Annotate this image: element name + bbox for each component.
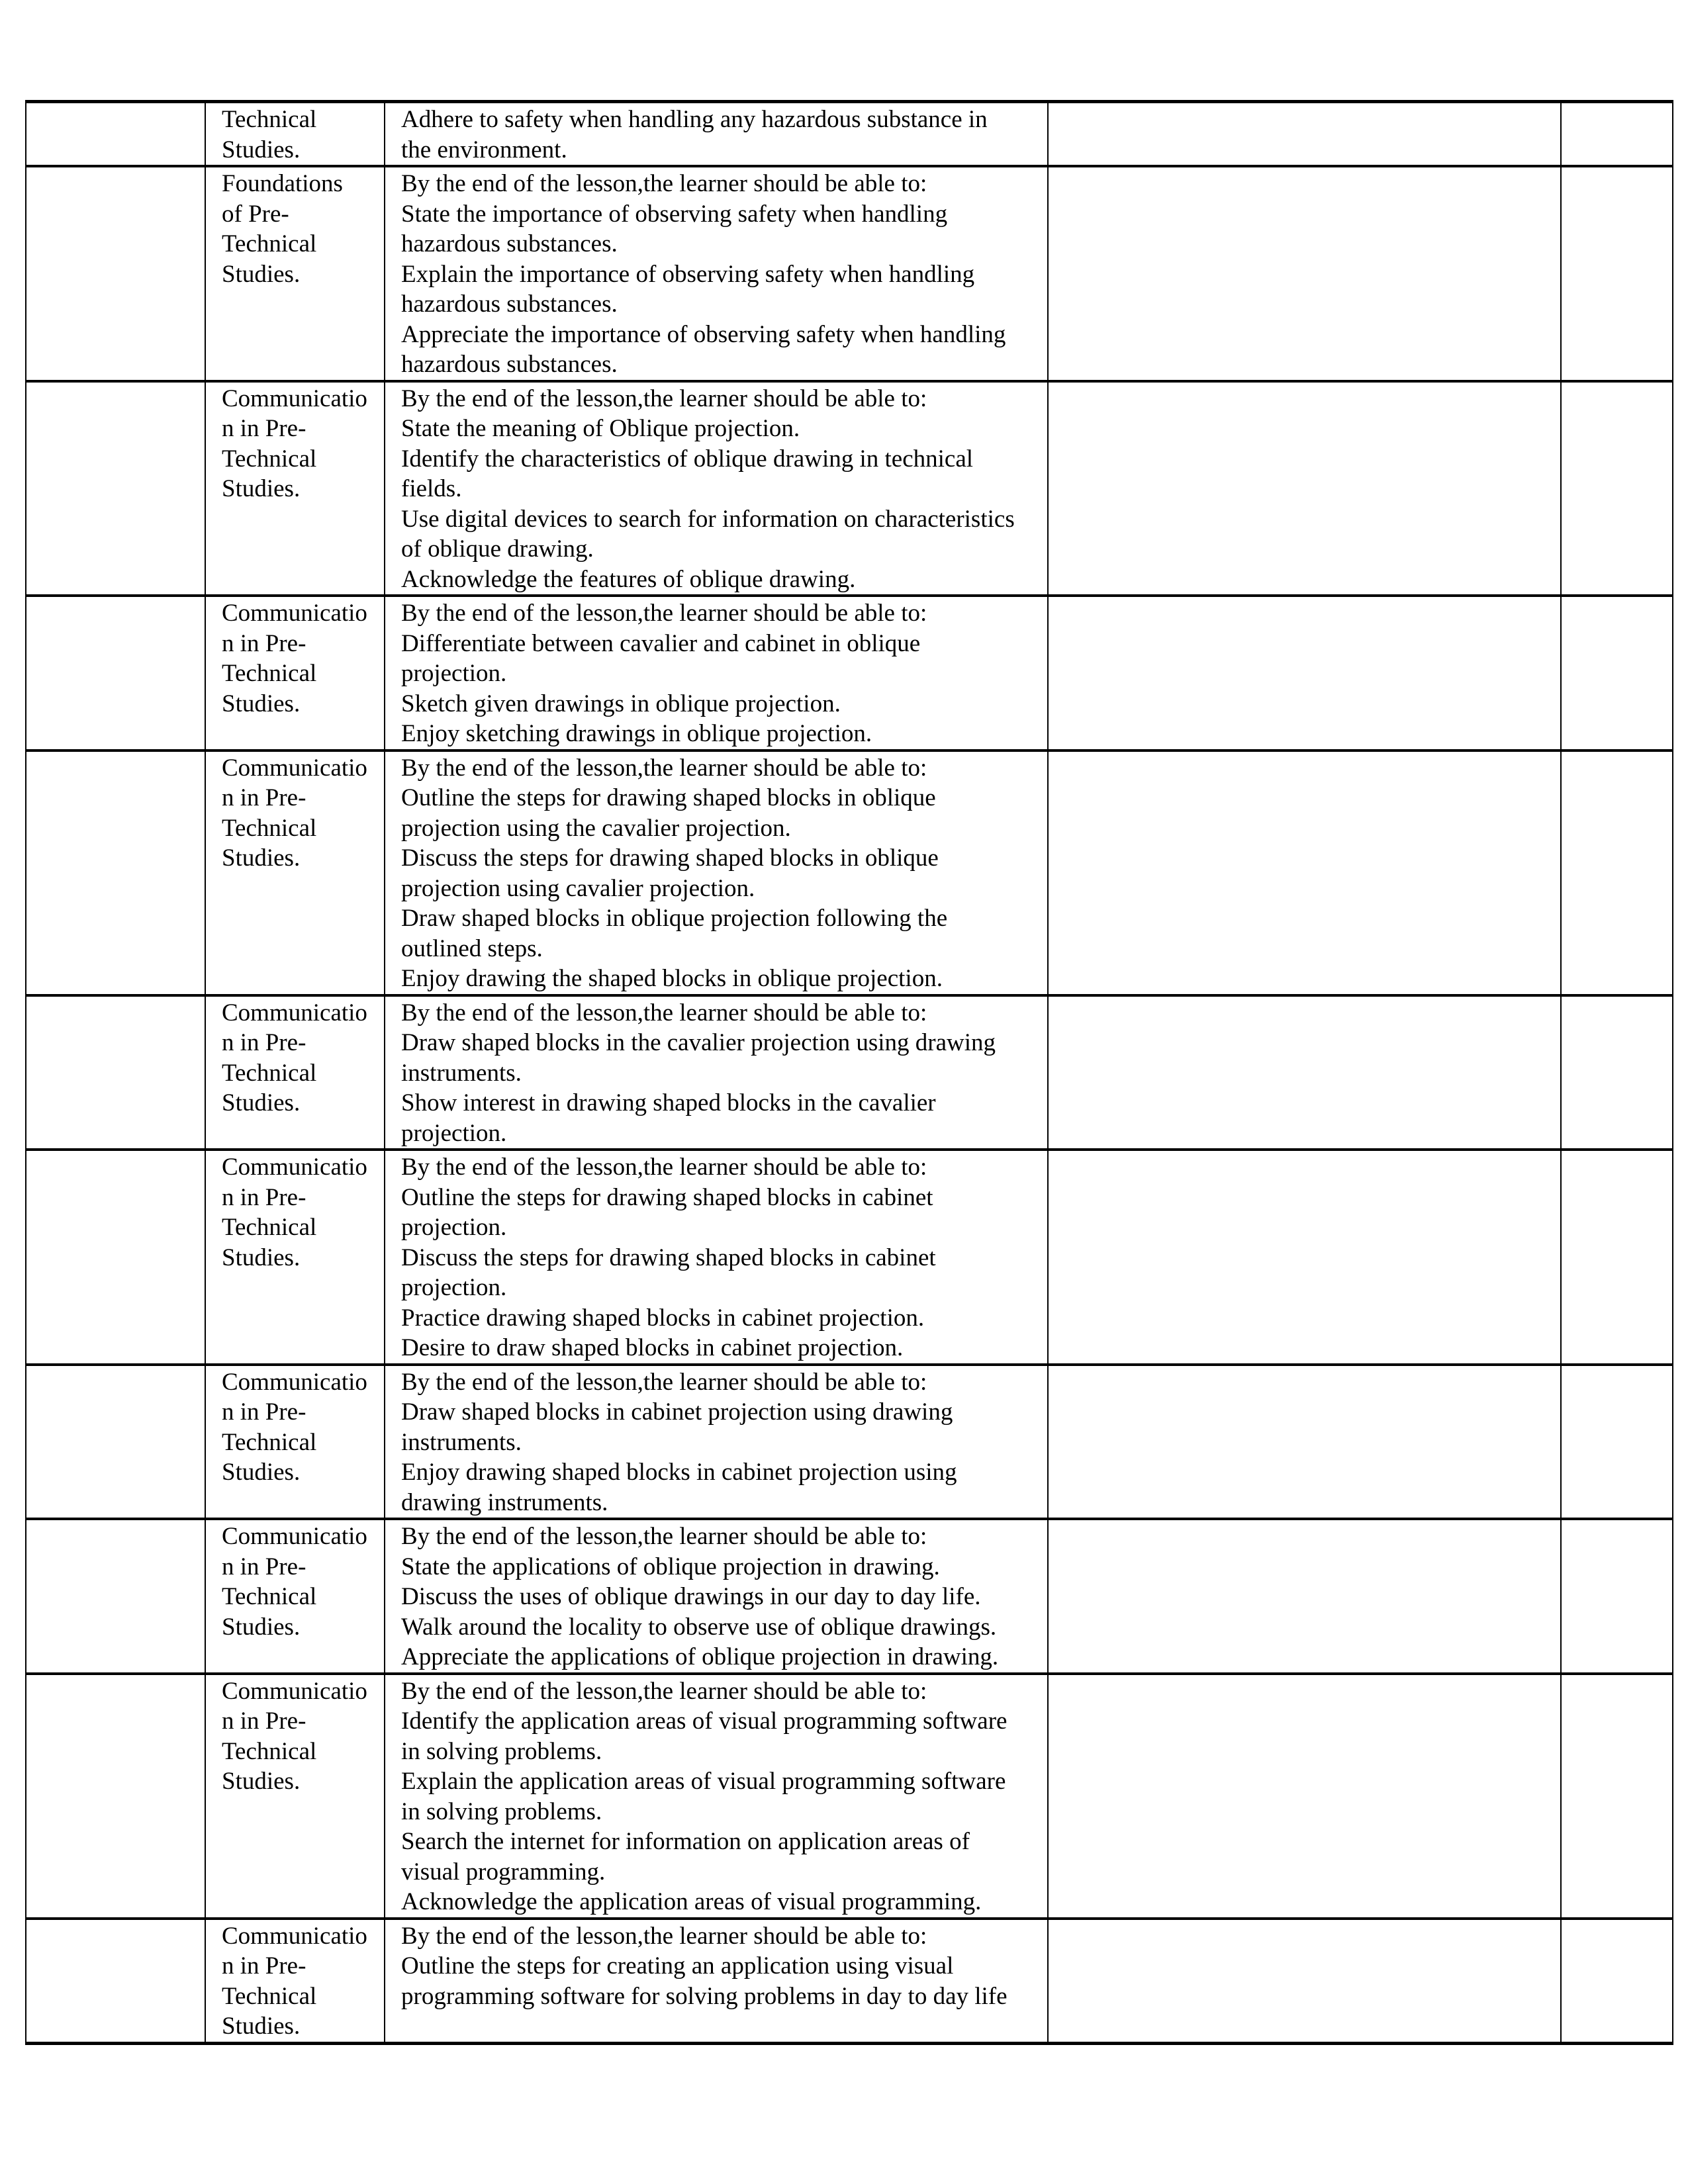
strand-cell [205, 1919, 385, 2044]
objective-paragraph: Discuss the steps for drawing shaped blocks in oblique projection using cavalier projection. [401, 844, 939, 902]
objective-paragraph: By the end of the lesson,the learner should be able to: [401, 1677, 927, 1705]
objectives-cell [385, 1519, 1048, 1674]
empty-cell-left [26, 166, 205, 381]
strand-line: n in Pre- [222, 629, 306, 657]
empty-cell-wide [1048, 1674, 1561, 1919]
strand-line: n in Pre- [222, 1398, 306, 1426]
objective-paragraph: By the end of the lesson,the learner should be able to: [401, 170, 927, 197]
objective-paragraph: Use digital devices to search for information on characteristics of oblique drawing. [401, 505, 1015, 563]
empty-cell-narrow [1561, 596, 1673, 751]
strand-line: n in Pre- [222, 1707, 306, 1735]
objective-paragraph: Adhere to safety when handling any hazardous substance in the environment. [401, 106, 988, 163]
strand-line: n in Pre- [222, 415, 306, 442]
empty-cell-left [26, 596, 205, 751]
strand-line: Technical [222, 1428, 317, 1456]
objectives-cell [385, 751, 1048, 995]
objective-paragraph: Show interest in drawing shaped blocks in the cavalier projection. [401, 1089, 936, 1147]
strand-line: Technical [222, 445, 317, 473]
strand-line: Technical [222, 1982, 317, 2010]
strand-line: Technical [222, 1214, 317, 1241]
strand-line: Studies. [222, 1768, 301, 1795]
empty-cell-wide [1048, 1519, 1561, 1674]
strand-line: Communicatio [222, 999, 367, 1026]
strand-cell [205, 995, 385, 1150]
strand-line: Technical [222, 230, 317, 257]
strand-line: Technical [222, 1737, 317, 1765]
objective-paragraph: Outline the steps for drawing shaped blocks in cabinet projection. [401, 1183, 933, 1241]
objective-paragraph: By the end of the lesson,the learner should be able to: [401, 999, 927, 1026]
empty-cell-narrow [1561, 1674, 1673, 1919]
strand-line: Communicatio [222, 1368, 367, 1396]
objective-paragraph: Discuss the uses of oblique drawings in our day to day life. [401, 1583, 981, 1610]
objective-paragraph: Acknowledge the features of oblique drawing. [401, 565, 856, 593]
objective-paragraph: By the end of the lesson,the learner should be able to: [401, 1922, 927, 1950]
table-row [26, 596, 1673, 751]
objective-paragraph: By the end of the lesson,the learner should be able to: [401, 600, 927, 627]
strand-line: Studies. [222, 1459, 301, 1486]
empty-cell-narrow [1561, 995, 1673, 1150]
table-row [26, 1919, 1673, 2044]
strand-cell [205, 596, 385, 751]
empty-cell-wide [1048, 1919, 1561, 2044]
objective-paragraph: State the importance of observing safety when handling hazardous substances. [401, 200, 948, 257]
strand-cell [205, 381, 385, 596]
objective-paragraph: Walk around the locality to observe use of oblique drawings. [401, 1613, 997, 1641]
strand-line: of Pre- [222, 200, 289, 228]
table-row [26, 1519, 1673, 1674]
strand-line: n in Pre- [222, 1952, 306, 1979]
table-row [26, 102, 1673, 167]
strand-line: Technical [222, 814, 317, 842]
empty-cell-wide [1048, 102, 1561, 167]
empty-cell-wide [1048, 381, 1561, 596]
table-row [26, 166, 1673, 381]
empty-cell-narrow [1561, 1919, 1673, 2044]
strand-cell [205, 1674, 385, 1919]
strand-line: Communicatio [222, 1922, 367, 1950]
empty-cell-left [26, 1365, 205, 1520]
strand-line: n in Pre- [222, 1029, 306, 1056]
empty-cell-wide [1048, 166, 1561, 381]
strand-line: Studies. [222, 136, 301, 163]
objectives-cell [385, 1674, 1048, 1919]
objective-paragraph: Draw shaped blocks in cabinet projection using drawing instruments. [401, 1398, 953, 1456]
strand-line: Communicatio [222, 754, 367, 782]
strand-line: Communicatio [222, 1523, 367, 1550]
strand-cell [205, 102, 385, 167]
objectives-cell [385, 102, 1048, 167]
empty-cell-left [26, 1519, 205, 1674]
objective-paragraph: By the end of the lesson,the learner should be able to: [401, 1368, 927, 1396]
empty-cell-wide [1048, 1150, 1561, 1365]
strand-line: n in Pre- [222, 1183, 306, 1211]
objective-paragraph: Appreciate the importance of observing safety when handling hazardous substances. [401, 320, 1006, 378]
objective-paragraph: State the meaning of Oblique projection. [401, 415, 800, 442]
objective-paragraph: Discuss the steps for drawing shaped blocks in cabinet projection. [401, 1244, 936, 1301]
objectives-cell [385, 1150, 1048, 1365]
strand-line: n in Pre- [222, 784, 306, 811]
empty-cell-left [26, 1919, 205, 2044]
empty-cell-left [26, 381, 205, 596]
objective-paragraph: Explain the importance of observing safety when handling hazardous substances. [401, 260, 975, 318]
objective-paragraph: Acknowledge the application areas of visual programming. [401, 1888, 982, 1915]
objectives-cell [385, 381, 1048, 596]
table-row [26, 1365, 1673, 1520]
strand-line: Studies. [222, 475, 301, 502]
strand-line: Communicatio [222, 1154, 367, 1181]
objective-paragraph: Desire to draw shaped blocks in cabinet projection. [401, 1334, 904, 1361]
objective-paragraph: Practice drawing shaped blocks in cabinet projection. [401, 1304, 925, 1332]
objectives-cell [385, 995, 1048, 1150]
objective-paragraph: By the end of the lesson,the learner should be able to: [401, 754, 927, 782]
empty-cell-narrow [1561, 381, 1673, 596]
objective-paragraph: By the end of the lesson,the learner should be able to: [401, 1523, 927, 1550]
strand-line: Studies. [222, 1089, 301, 1116]
strand-cell [205, 1365, 385, 1520]
empty-cell-narrow [1561, 1365, 1673, 1520]
strand-cell [205, 751, 385, 995]
empty-cell-wide [1048, 751, 1561, 995]
table-row [26, 381, 1673, 596]
objective-paragraph: Sketch given drawings in oblique projection. [401, 690, 841, 717]
empty-cell-left [26, 995, 205, 1150]
objective-paragraph: Enjoy drawing shaped blocks in cabinet projection using drawing instruments. [401, 1459, 957, 1516]
objective-paragraph: Enjoy drawing the shaped blocks in oblique projection. [401, 965, 943, 992]
scheme-of-work-table [25, 100, 1673, 2045]
empty-cell-narrow [1561, 1519, 1673, 1674]
empty-cell-wide [1048, 596, 1561, 751]
table-row [26, 751, 1673, 995]
strand-line: Studies. [222, 2013, 301, 2040]
objectives-cell [385, 166, 1048, 381]
objective-paragraph: Search the internet for information on application areas of visual programming. [401, 1828, 970, 1886]
table-row [26, 1674, 1673, 1919]
scheme-table-body [26, 102, 1673, 2044]
objectives-cell [385, 596, 1048, 751]
strand-line: Technical [222, 106, 317, 133]
strand-line: Technical [222, 1583, 317, 1610]
strand-line: Studies. [222, 1244, 301, 1271]
objective-paragraph: Identify the characteristics of oblique drawing in technical fields. [401, 445, 974, 502]
empty-cell-left [26, 751, 205, 995]
empty-cell-left [26, 102, 205, 167]
strand-line: Studies. [222, 690, 301, 717]
objective-paragraph: Differentiate between cavalier and cabinet in oblique projection. [401, 629, 921, 687]
empty-cell-narrow [1561, 1150, 1673, 1365]
objective-paragraph: Explain the application areas of visual programming software in solving problems. [401, 1768, 1006, 1825]
strand-cell [205, 1519, 385, 1674]
objective-paragraph: Draw shaped blocks in oblique projection following the outlined steps. [401, 905, 948, 962]
strand-line: n in Pre- [222, 1553, 306, 1580]
objective-paragraph: Enjoy sketching drawings in oblique projection. [401, 720, 872, 747]
strand-line: Technical [222, 660, 317, 687]
strand-line: Communicatio [222, 600, 367, 627]
objectives-cell [385, 1919, 1048, 2044]
table-row [26, 995, 1673, 1150]
objective-paragraph: Identify the application areas of visual programming software in solving problems. [401, 1707, 1008, 1765]
objective-paragraph: Appreciate the applications of oblique projection in drawing. [401, 1643, 999, 1670]
objective-paragraph: Outline the steps for creating an application using visual programming software for solving problems in day to day life [401, 1952, 1008, 2010]
strand-line: Communicatio [222, 1677, 367, 1705]
strand-cell [205, 1150, 385, 1365]
table-row [26, 1150, 1673, 1365]
strand-line: Studies. [222, 844, 301, 872]
strand-line: Studies. [222, 260, 301, 288]
empty-cell-narrow [1561, 166, 1673, 381]
objective-paragraph: By the end of the lesson,the learner should be able to: [401, 1154, 927, 1181]
strand-line: Communicatio [222, 385, 367, 412]
empty-cell-narrow [1561, 751, 1673, 995]
strand-cell [205, 166, 385, 381]
objective-paragraph: State the applications of oblique projection in drawing. [401, 1553, 940, 1580]
objective-paragraph: Draw shaped blocks in the cavalier projection using drawing instruments. [401, 1029, 996, 1087]
objective-paragraph: By the end of the lesson,the learner should be able to: [401, 385, 927, 412]
strand-line: Studies. [222, 1613, 301, 1641]
strand-line: Foundations [222, 170, 343, 197]
empty-cell-wide [1048, 1365, 1561, 1520]
empty-cell-left [26, 1150, 205, 1365]
empty-cell-wide [1048, 995, 1561, 1150]
objectives-cell [385, 1365, 1048, 1520]
objective-paragraph: Outline the steps for drawing shaped blocks in oblique projection using the cavalier projection. [401, 784, 936, 842]
empty-cell-left [26, 1674, 205, 1919]
empty-cell-narrow [1561, 102, 1673, 167]
strand-line: Technical [222, 1059, 317, 1087]
